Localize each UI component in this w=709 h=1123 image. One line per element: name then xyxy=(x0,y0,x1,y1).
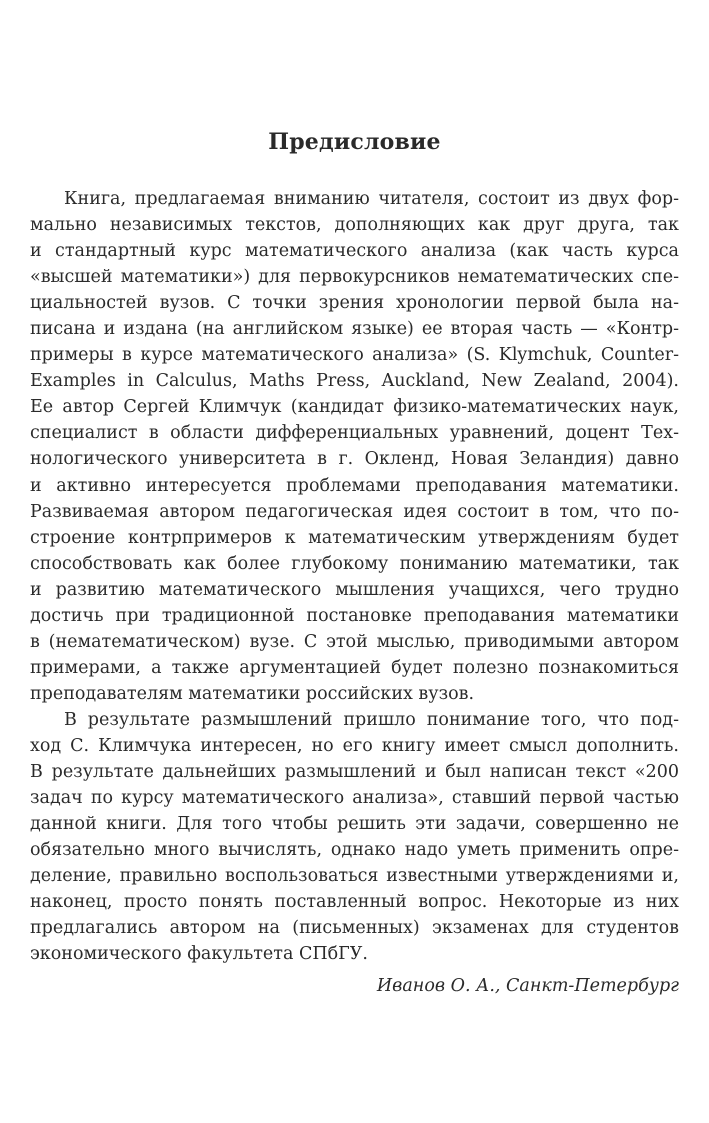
text-line: циальностей вузов. С точки зрения хронологии первой была на- xyxy=(30,293,679,314)
text-line: предлагались автором на (письменных) экзаменах для студентов xyxy=(30,918,679,939)
text-line: мально независимых текстов, дополняющих как друг друга, так xyxy=(30,215,679,236)
text-line: примеры в курсе математического анализа» (S. Klymchuk, Counter- xyxy=(30,345,679,366)
text-line: способствовать как более глубокому пониманию математики, так xyxy=(30,553,679,574)
text-line: наконец, просто понять поставленный вопрос. Некоторые из них xyxy=(30,892,679,913)
text-line: Ее автор Сергей Климчук (кандидат физико-математических наук, xyxy=(30,397,679,418)
text-line: в (нематематическом) вузе. С этой мыслью, приводимыми автором xyxy=(30,631,679,652)
page-title: Предисловие xyxy=(268,129,441,155)
text-line: В результате дальнейших размышлений и был написан текст «200 xyxy=(30,762,679,783)
text-line: и развитию математического мышления учащихся, чего трудно xyxy=(30,579,679,600)
preface-body xyxy=(30,186,679,967)
text-line: и активно интересуется проблемами преподавания математики. xyxy=(30,475,679,496)
author-signature: Иванов О. А., Санкт-Петербург xyxy=(376,976,679,996)
text-line: нологического университета в г. Окленд, Новая Зеландия) давно xyxy=(30,449,679,470)
text-line: Книга, предлагаемая вниманию читателя, состоит из двух фор- xyxy=(64,189,679,209)
text-line: преподавателям математики российских вузов. xyxy=(30,683,475,704)
text-line: ход С. Климчука интересен, но его книгу имеет смысл дополнить. xyxy=(30,735,679,756)
text-line: деление, правильно воспользоваться известными утверждениями и, xyxy=(30,866,679,887)
text-line: Examples in Calculus, Maths Press, Auckland, New Zealand, 2004). xyxy=(30,371,679,392)
text-line: специалист в области дифференциальных уравнений, доцент Тех- xyxy=(30,423,679,444)
text-line: писана и издана (на английском языке) ее вторая часть — «Контр- xyxy=(30,319,679,340)
text-line: и стандартный курс математического анализа (как часть курса xyxy=(30,241,679,262)
paragraph-2 xyxy=(30,707,679,967)
text-line: данной книги. Для того чтобы решить эти задачи, совершенно не xyxy=(30,814,679,835)
paragraph-1 xyxy=(30,186,679,707)
text-line: достичь при традиционной постановке преподавания математики xyxy=(30,605,679,626)
text-line: обязательно много вычислять, однако надо уметь применить опре- xyxy=(30,840,679,861)
text-line: экономического факультета СПбГУ. xyxy=(30,944,368,965)
text-line: примерами, а также аргументацией будет полезно познакомиться xyxy=(30,657,679,678)
text-line: «высшей математики») для первокурсников нематематических спе- xyxy=(30,267,679,288)
text-line: строение контрпримеров к математическим утверждениям будет xyxy=(30,527,679,548)
text-line: Развиваемая автором педагогическая идея состоит в том, что по- xyxy=(30,501,679,522)
text-line: В результате размышлений пришло понимание того, что под- xyxy=(64,709,679,730)
text-line: задач по курсу математического анализа», ставший первой частью xyxy=(30,788,679,809)
